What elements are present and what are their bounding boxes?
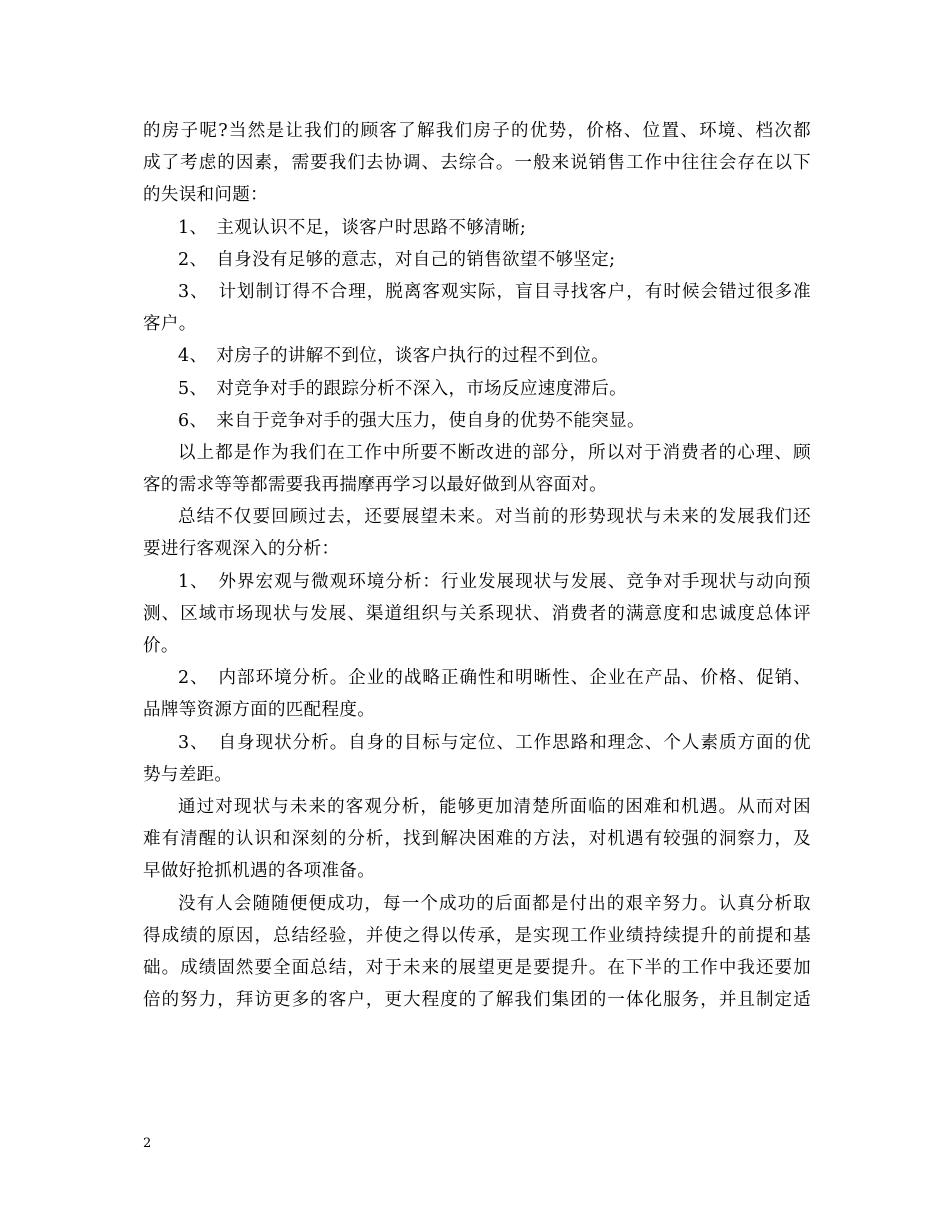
text-line: 客户。: [143, 314, 197, 335]
text-line: 早做好抢抓机遇的各项准备。: [143, 861, 376, 882]
text-line: 通过对现状与未来的客观分析，能够更加清楚所面临的困难和机遇。从而对困: [178, 796, 811, 817]
text-line: 2、 自身没有足够的意志，对自己的销售欲望不够坚定;: [178, 249, 616, 270]
text-line: 难有清醒的认识和深刻的分析，找到解决困难的方法，对机遇有较强的洞察力，及: [143, 829, 811, 850]
text-line: 没有人会随随便便成功，每一个成功的后面都是付出的艰辛努力。认真分析取: [178, 893, 811, 914]
text-line: 6、 来自于竞争对手的强大压力，使自身的优势不能突显。: [178, 410, 645, 431]
text-line: 的失误和问题：: [143, 185, 268, 206]
text-line: 要进行客观深入的分析：: [143, 539, 340, 560]
text-line: 的房子呢?当然是让我们的顾客了解我们房子的优势，价格、位置、环境、档次都: [143, 121, 811, 141]
text-line: 础。成绩固然要全面总结，对于未来的展望更是要提升。在下半的工作中我还要加: [143, 957, 811, 978]
text-line: 总结不仅要回顾过去，还要展望未来。对当前的形势现状与未来的发展我们还: [178, 507, 811, 528]
text-line: 品牌等资源方面的匹配程度。: [143, 700, 376, 721]
text-line: 得成绩的原因，总结经验，并使之得以传承，是实现工作业绩持续提升的前提和基: [143, 925, 811, 946]
text-line: 3、 计划制订得不合理，脱离客观实际，盲目寻找客户，有时候会错过很多准: [178, 281, 811, 302]
text-line: 4、 对房子的讲解不到位，谈客户执行的过程不到位。: [178, 346, 610, 367]
text-line: 1、 主观认识不足，谈客户时思路不够清晰;: [178, 217, 527, 238]
body-text: [143, 115, 811, 1016]
text-line: 2、 内部环境分析。企业的战略正确性和明晰性、企业在产品、价格、促销、: [178, 668, 811, 689]
text-line: 势与差距。: [143, 764, 233, 785]
text-line: 倍的努力，拜访更多的客户，更大程度的了解我们集团的一体化服务，并且制定适: [143, 990, 811, 1011]
text-line: 测、区域市场现状与发展、渠道组织与关系现状、消费者的满意度和忠诚度总体评: [143, 603, 811, 624]
text-line: 3、 自身现状分析。自身的目标与定位、工作思路和理念、个人素质方面的优: [178, 732, 811, 753]
text-line: 1、 外界宏观与微观环境分析：行业发展现状与发展、竞争对手现状与动向预: [178, 571, 811, 592]
text-line: 成了考虑的因素，需要我们去协调、去综合。一般来说销售工作中往往会存在以下: [143, 153, 811, 174]
text-line: 客的需求等等都需要我再揣摩再学习以最好做到从容面对。: [143, 475, 608, 496]
text-line: 以上都是作为我们在工作中所要不断改进的部分，所以对于消费者的心理、顾: [178, 442, 811, 463]
text-line: 5、 对竞争对手的跟踪分析不深入，市场反应速度滞后。: [178, 378, 627, 399]
page-number: 2: [143, 1136, 152, 1151]
text-line: 价。: [143, 636, 179, 656]
